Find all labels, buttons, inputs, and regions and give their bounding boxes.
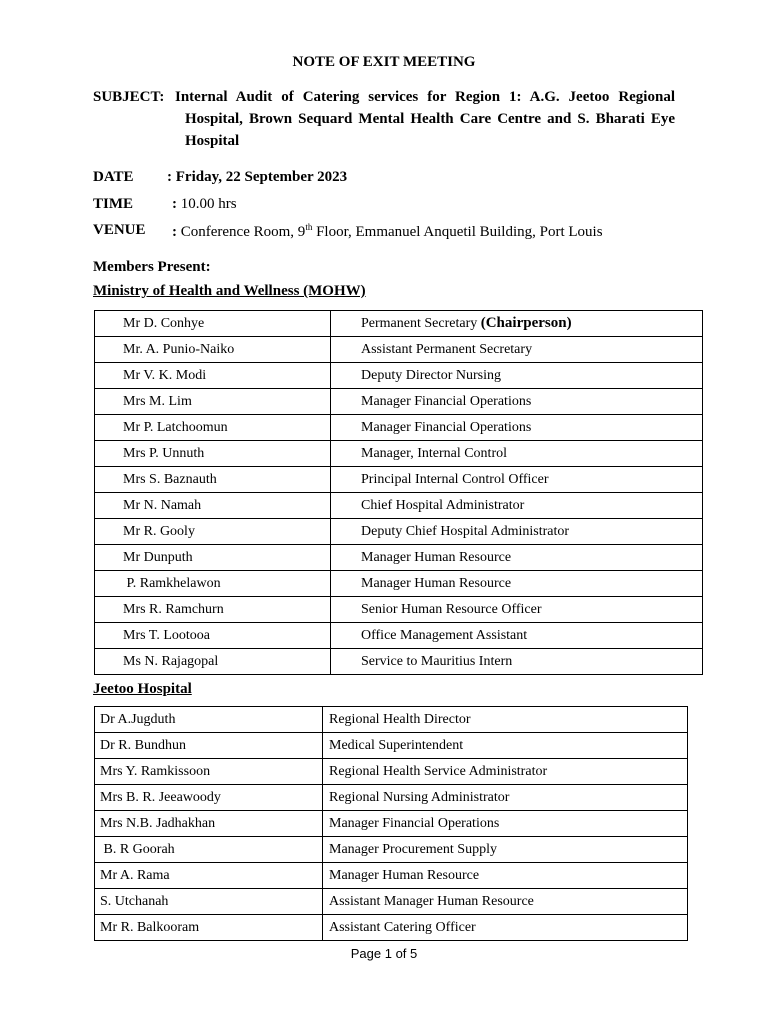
- member-name: Mr P. Latchoomun: [123, 419, 228, 435]
- table-row: [95, 363, 703, 389]
- member-name-cell: [95, 467, 331, 493]
- table-row: [95, 623, 703, 649]
- member-position: Manager Financial Operations: [361, 419, 532, 435]
- member-name: Mrs P. Unnuth: [123, 445, 205, 461]
- table-row: [95, 415, 703, 441]
- member-name: Mrs T. Lootooa: [123, 627, 210, 643]
- subject-line-1: Internal Audit of Catering services for Region 1: A.G. Jeetoo Regional: [175, 89, 675, 105]
- table-row: [95, 337, 703, 363]
- member-name: Mr Dunputh: [123, 549, 193, 565]
- member-name: S. Utchanah: [100, 893, 169, 909]
- table-row: [95, 889, 688, 915]
- table-row: [95, 545, 703, 571]
- member-position-cell: [331, 493, 703, 519]
- table-row: [95, 493, 703, 519]
- time-value: 10.00 hrs: [180, 196, 237, 212]
- table-row: [95, 571, 703, 597]
- table-row: [95, 915, 688, 941]
- member-position-cell: [331, 467, 703, 493]
- member-name-cell: [95, 441, 331, 467]
- member-position-cell: [331, 545, 703, 571]
- member-position-cell: [331, 389, 703, 415]
- member-position: Principal Internal Control Officer: [361, 471, 549, 487]
- table-row: [95, 311, 703, 337]
- member-position: Deputy Director Nursing: [361, 367, 501, 383]
- member-name: Mr V. K. Modi: [123, 367, 207, 383]
- member-position: Medical Superintendent: [329, 737, 464, 753]
- table-row: [95, 389, 703, 415]
- table-row: [95, 785, 688, 811]
- member-name: B. R Goorah: [100, 841, 175, 857]
- members-present-heading: Members Present:: [93, 259, 211, 275]
- member-position-cell: [331, 363, 703, 389]
- member-name: Mr A. Rama: [100, 867, 170, 883]
- member-name: Mr R. Balkooram: [100, 919, 200, 935]
- member-position-cell: [331, 571, 703, 597]
- member-name-cell: [95, 597, 331, 623]
- document-title: NOTE OF EXIT MEETING: [292, 54, 476, 70]
- member-position: Manager Procurement Supply: [329, 841, 497, 857]
- time-colon: :: [172, 196, 177, 212]
- venue-value-post: Floor, Emmanuel Anquetil Building, Port Louis: [312, 224, 603, 240]
- member-position: Chief Hospital Administrator: [361, 497, 525, 513]
- jeetoo-members-table: [94, 706, 688, 941]
- venue-value-line: [172, 222, 603, 241]
- table-row: [95, 759, 688, 785]
- member-position-cell: [323, 707, 688, 733]
- table-row: [95, 467, 703, 493]
- page-footer: Page 1 of 5: [350, 946, 418, 961]
- member-position: Regional Nursing Administrator: [329, 789, 510, 805]
- member-name: Ms N. Rajagopal: [123, 653, 219, 669]
- jeetoo-heading: Jeetoo Hospital: [93, 681, 192, 697]
- member-name: P. Ramkhelawon: [123, 575, 221, 591]
- member-position: Service to Mauritius Intern: [361, 653, 513, 669]
- member-position: Office Management Assistant: [361, 627, 528, 643]
- member-name-cell: [95, 915, 323, 941]
- member-position: Manager Financial Operations: [361, 393, 532, 409]
- member-name: Mrs M. Lim: [123, 393, 192, 409]
- member-position-cell: [323, 889, 688, 915]
- member-name-cell: [95, 571, 331, 597]
- member-position-cell: [331, 311, 703, 337]
- member-name: Mr. A. Punio-Naiko: [123, 341, 235, 357]
- member-position: Senior Human Resource Officer: [361, 601, 542, 617]
- subject-label: SUBJECT:: [93, 89, 165, 105]
- member-name-cell: [95, 863, 323, 889]
- member-position-cell: [323, 863, 688, 889]
- member-position-cell: [323, 785, 688, 811]
- member-name: Mr R. Gooly: [123, 523, 195, 539]
- member-name-cell: [95, 311, 331, 337]
- table-row: [95, 837, 688, 863]
- member-position: Permanent Secretary: [361, 316, 478, 331]
- table-row: [95, 519, 703, 545]
- member-position-cell: [323, 759, 688, 785]
- member-name: Mrs R. Ramchurn: [123, 601, 224, 617]
- member-name-cell: [95, 545, 331, 571]
- member-position-cell: [331, 415, 703, 441]
- member-position-cell: [323, 837, 688, 863]
- member-position-cell: [331, 623, 703, 649]
- venue-colon: :: [172, 224, 177, 240]
- subject-line-3: Hospital: [185, 133, 240, 149]
- member-name: Mrs Y. Ramkissoon: [100, 763, 211, 779]
- member-name: Mr N. Namah: [123, 497, 202, 513]
- member-name-cell: [95, 707, 323, 733]
- mohw-heading: Ministry of Health and Wellness (MOHW): [93, 283, 366, 299]
- member-name-cell: [95, 785, 323, 811]
- table-row: [95, 707, 688, 733]
- member-name: Mrs B. R. Jeeawoody: [100, 789, 221, 805]
- member-position: Assistant Manager Human Resource: [329, 893, 534, 909]
- table-row: [95, 649, 703, 675]
- subject-block: [93, 86, 675, 152]
- member-position: Manager Human Resource: [361, 575, 512, 591]
- member-name: Mrs S. Baznauth: [123, 471, 217, 487]
- member-name-cell: [95, 493, 331, 519]
- table-row: [95, 597, 703, 623]
- member-position: Deputy Chief Hospital Administrator: [361, 523, 570, 539]
- member-position-cell: [323, 733, 688, 759]
- date-value: : Friday, 22 September 2023: [167, 169, 348, 185]
- table-row: [95, 863, 688, 889]
- member-position: Manager Human Resource: [329, 867, 480, 883]
- member-name-cell: [95, 623, 331, 649]
- venue-label: VENUE: [93, 222, 146, 238]
- member-position-cell: [331, 337, 703, 363]
- member-name-cell: [95, 889, 323, 915]
- member-position-cell: [331, 649, 703, 675]
- member-position: Manager Human Resource: [361, 549, 512, 565]
- member-position-cell: [331, 441, 703, 467]
- member-name-cell: [95, 363, 331, 389]
- member-name-cell: [95, 837, 323, 863]
- subject-line-2: Hospital, Brown Sequard Mental Health Care Centre and S. Bharati Eye: [185, 111, 675, 127]
- member-position: Regional Health Service Administrator: [329, 763, 548, 779]
- member-name-cell: [95, 811, 323, 837]
- time-label: TIME: [93, 196, 134, 212]
- venue-value-pre: Conference Room, 9: [180, 224, 306, 240]
- date-label: DATE: [93, 169, 134, 185]
- time-value-line: [172, 196, 237, 213]
- member-position-cell: [331, 597, 703, 623]
- member-name-cell: [95, 337, 331, 363]
- chairperson-note: (Chairperson): [480, 315, 572, 331]
- table-row: [95, 811, 688, 837]
- member-name-cell: [95, 519, 331, 545]
- member-position-cell: [331, 519, 703, 545]
- member-position-cell: [323, 811, 688, 837]
- member-name-cell: [95, 389, 331, 415]
- member-position-cell: [323, 915, 688, 941]
- table-row: [95, 441, 703, 467]
- table-row: [95, 733, 688, 759]
- member-position: Assistant Permanent Secretary: [361, 341, 533, 357]
- member-name: Mr D. Conhye: [123, 315, 205, 331]
- member-name-cell: [95, 759, 323, 785]
- member-position: Manager, Internal Control: [361, 445, 508, 461]
- member-position: Regional Health Director: [329, 711, 471, 727]
- member-position: Assistant Catering Officer: [329, 919, 476, 935]
- member-name: Dr R. Bundhun: [100, 737, 186, 753]
- member-name: Dr A.Jugduth: [100, 711, 176, 727]
- member-position: Manager Financial Operations: [329, 815, 500, 831]
- member-name-cell: [95, 733, 323, 759]
- member-name-cell: [95, 649, 331, 675]
- venue-value-sup: th: [305, 222, 313, 232]
- member-name-cell: [95, 415, 331, 441]
- member-name: Mrs N.B. Jadhakhan: [100, 815, 216, 831]
- mohw-members-table: [94, 310, 703, 675]
